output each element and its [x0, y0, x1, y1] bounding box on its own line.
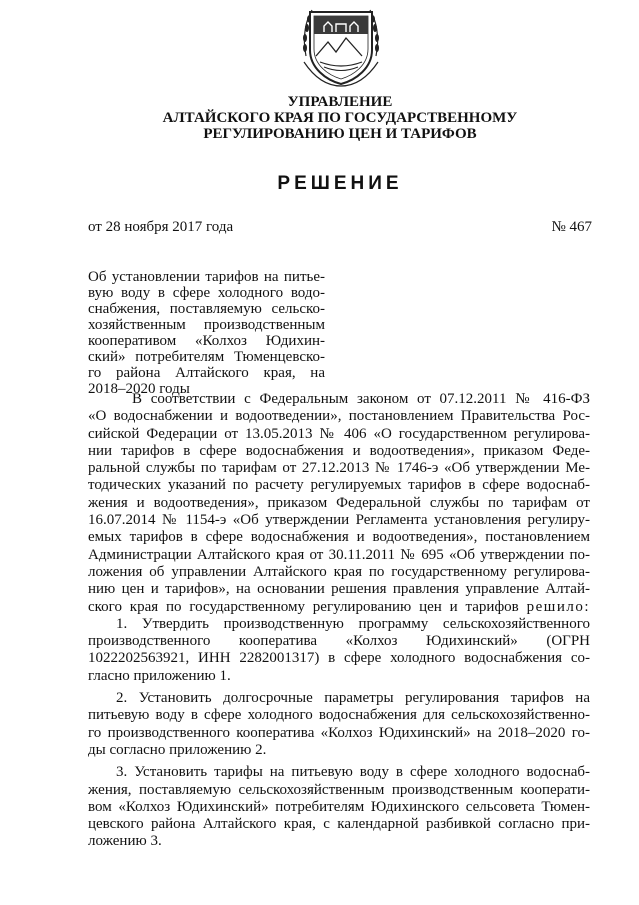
subject-line: хозяйственным производственным [88, 317, 325, 333]
item-1-line: 1022202563921, ИНН 2282001317) в сфере холодного водоснабжения со- [88, 650, 590, 667]
preamble-line: нии тарифов в сфере водоснабжения и водоотведения», приказом Феде- [88, 442, 590, 459]
document-date: от 28 ноября 2017 года [88, 219, 234, 235]
preamble-last-line [88, 599, 590, 616]
preamble-line: сийской Федерации от 13.05.2013 № 406 «О государственном регулирова- [88, 425, 590, 442]
preamble-line: ральной службы по тарифам от 27.12.2013 № 1746-э «Об утверждении Ме- [88, 460, 590, 477]
preamble-last-text: ского края по государственному регулированию цен и тарифов [88, 598, 519, 615]
preamble-line: В соответствии с Федеральным законом от 07.12.2011 № 416-ФЗ [132, 391, 590, 407]
item-3-line: цевского района Алтайского края, с календарной разбивкой согласно при- [88, 816, 590, 833]
preamble-line: тодических указаний по расчету регулируемых тарифов в сфере водоснаб- [88, 477, 590, 494]
document-body [88, 391, 590, 851]
document-subject [88, 269, 325, 397]
item-2-line: 2. Установить долгосрочные параметры регулирования тарифов на [116, 690, 590, 707]
subject-line: ский» потребителям Тюменцевско- [88, 349, 325, 365]
item-2-line: питьевую воду в сфере холодного водоснабжения для сельскохозяйственно- [88, 707, 590, 724]
preamble-line: нию цен и тарифов», на основании решения правления управление Алтай- [88, 581, 590, 598]
subject-line: го района Алтайского края, на [88, 365, 325, 381]
item-1-line: 1. Утвердить производственную программу сельскохозяйственного [116, 615, 590, 632]
document-number: № 467 [551, 219, 592, 235]
subject-line: кооперативом «Колхоз Юдихин- [88, 333, 325, 349]
item-1-line: производственного кооператива «Колхоз Юдихинский» (ОГРН [88, 633, 590, 650]
item-1-line: гласно приложению 1. [88, 667, 231, 684]
resolve-word: решило: [526, 598, 590, 615]
org-name-line-3: РЕГУЛИРОВАНИЮ ЦЕН И ТАРИФОВ [203, 126, 477, 142]
item-3-line: 3. Установить тарифы на питьевую воду в сфере холодного водоснаб- [116, 764, 590, 781]
subject-line: Об установлении тарифов на питье- [88, 269, 325, 285]
item-3-line: жения, поставляемую сельскохозяйственным производственным кооперати- [88, 781, 590, 798]
item-3-line: вом «Колхоз Юдихинский» потребителям Юдихинского сельсовета Тюмен- [88, 798, 590, 815]
subject-line: 2018–2020 годы [88, 381, 190, 397]
preamble-line: «О водоснабжении и водоотведении», постановлением Правительства Рос- [88, 408, 590, 425]
coat-of-arms-emblem [300, 6, 382, 88]
subject-line: снабжения, поставляемую сельско- [88, 301, 325, 317]
document-title: РЕШЕНИЕ [277, 173, 403, 194]
preamble-line: Администрации Алтайского края от 30.11.2011 № 695 «Об утверждении по- [88, 546, 590, 563]
item-2-line: го производственного кооператива «Колхоз Юдихинский» на 2018–2020 го- [88, 724, 590, 741]
org-name-line-2: АЛТАЙСКОГО КРАЯ ПО ГОСУДАРСТВЕННОМУ [162, 110, 518, 126]
preamble-line: жения и водоотведения», приказом Федеральной службы по тарифам от [88, 494, 590, 511]
preamble-line: емых тарифов в сфере водоснабжения и водоотведения», постановлением [88, 529, 590, 546]
item-2-line: ды согласно приложению 2. [88, 741, 267, 758]
preamble-line: ложения об управлении Алтайского края по государственному регулирова- [88, 563, 590, 580]
item-3-line: ложению 3. [88, 833, 162, 850]
subject-line: вую воду в сфере холодного водо- [88, 285, 325, 301]
org-name-line-1: УПРАВЛЕНИЕ [287, 94, 393, 110]
preamble-line: 16.07.2014 № 1154-э «Об утверждении Регламента установления регулиру- [88, 512, 590, 529]
